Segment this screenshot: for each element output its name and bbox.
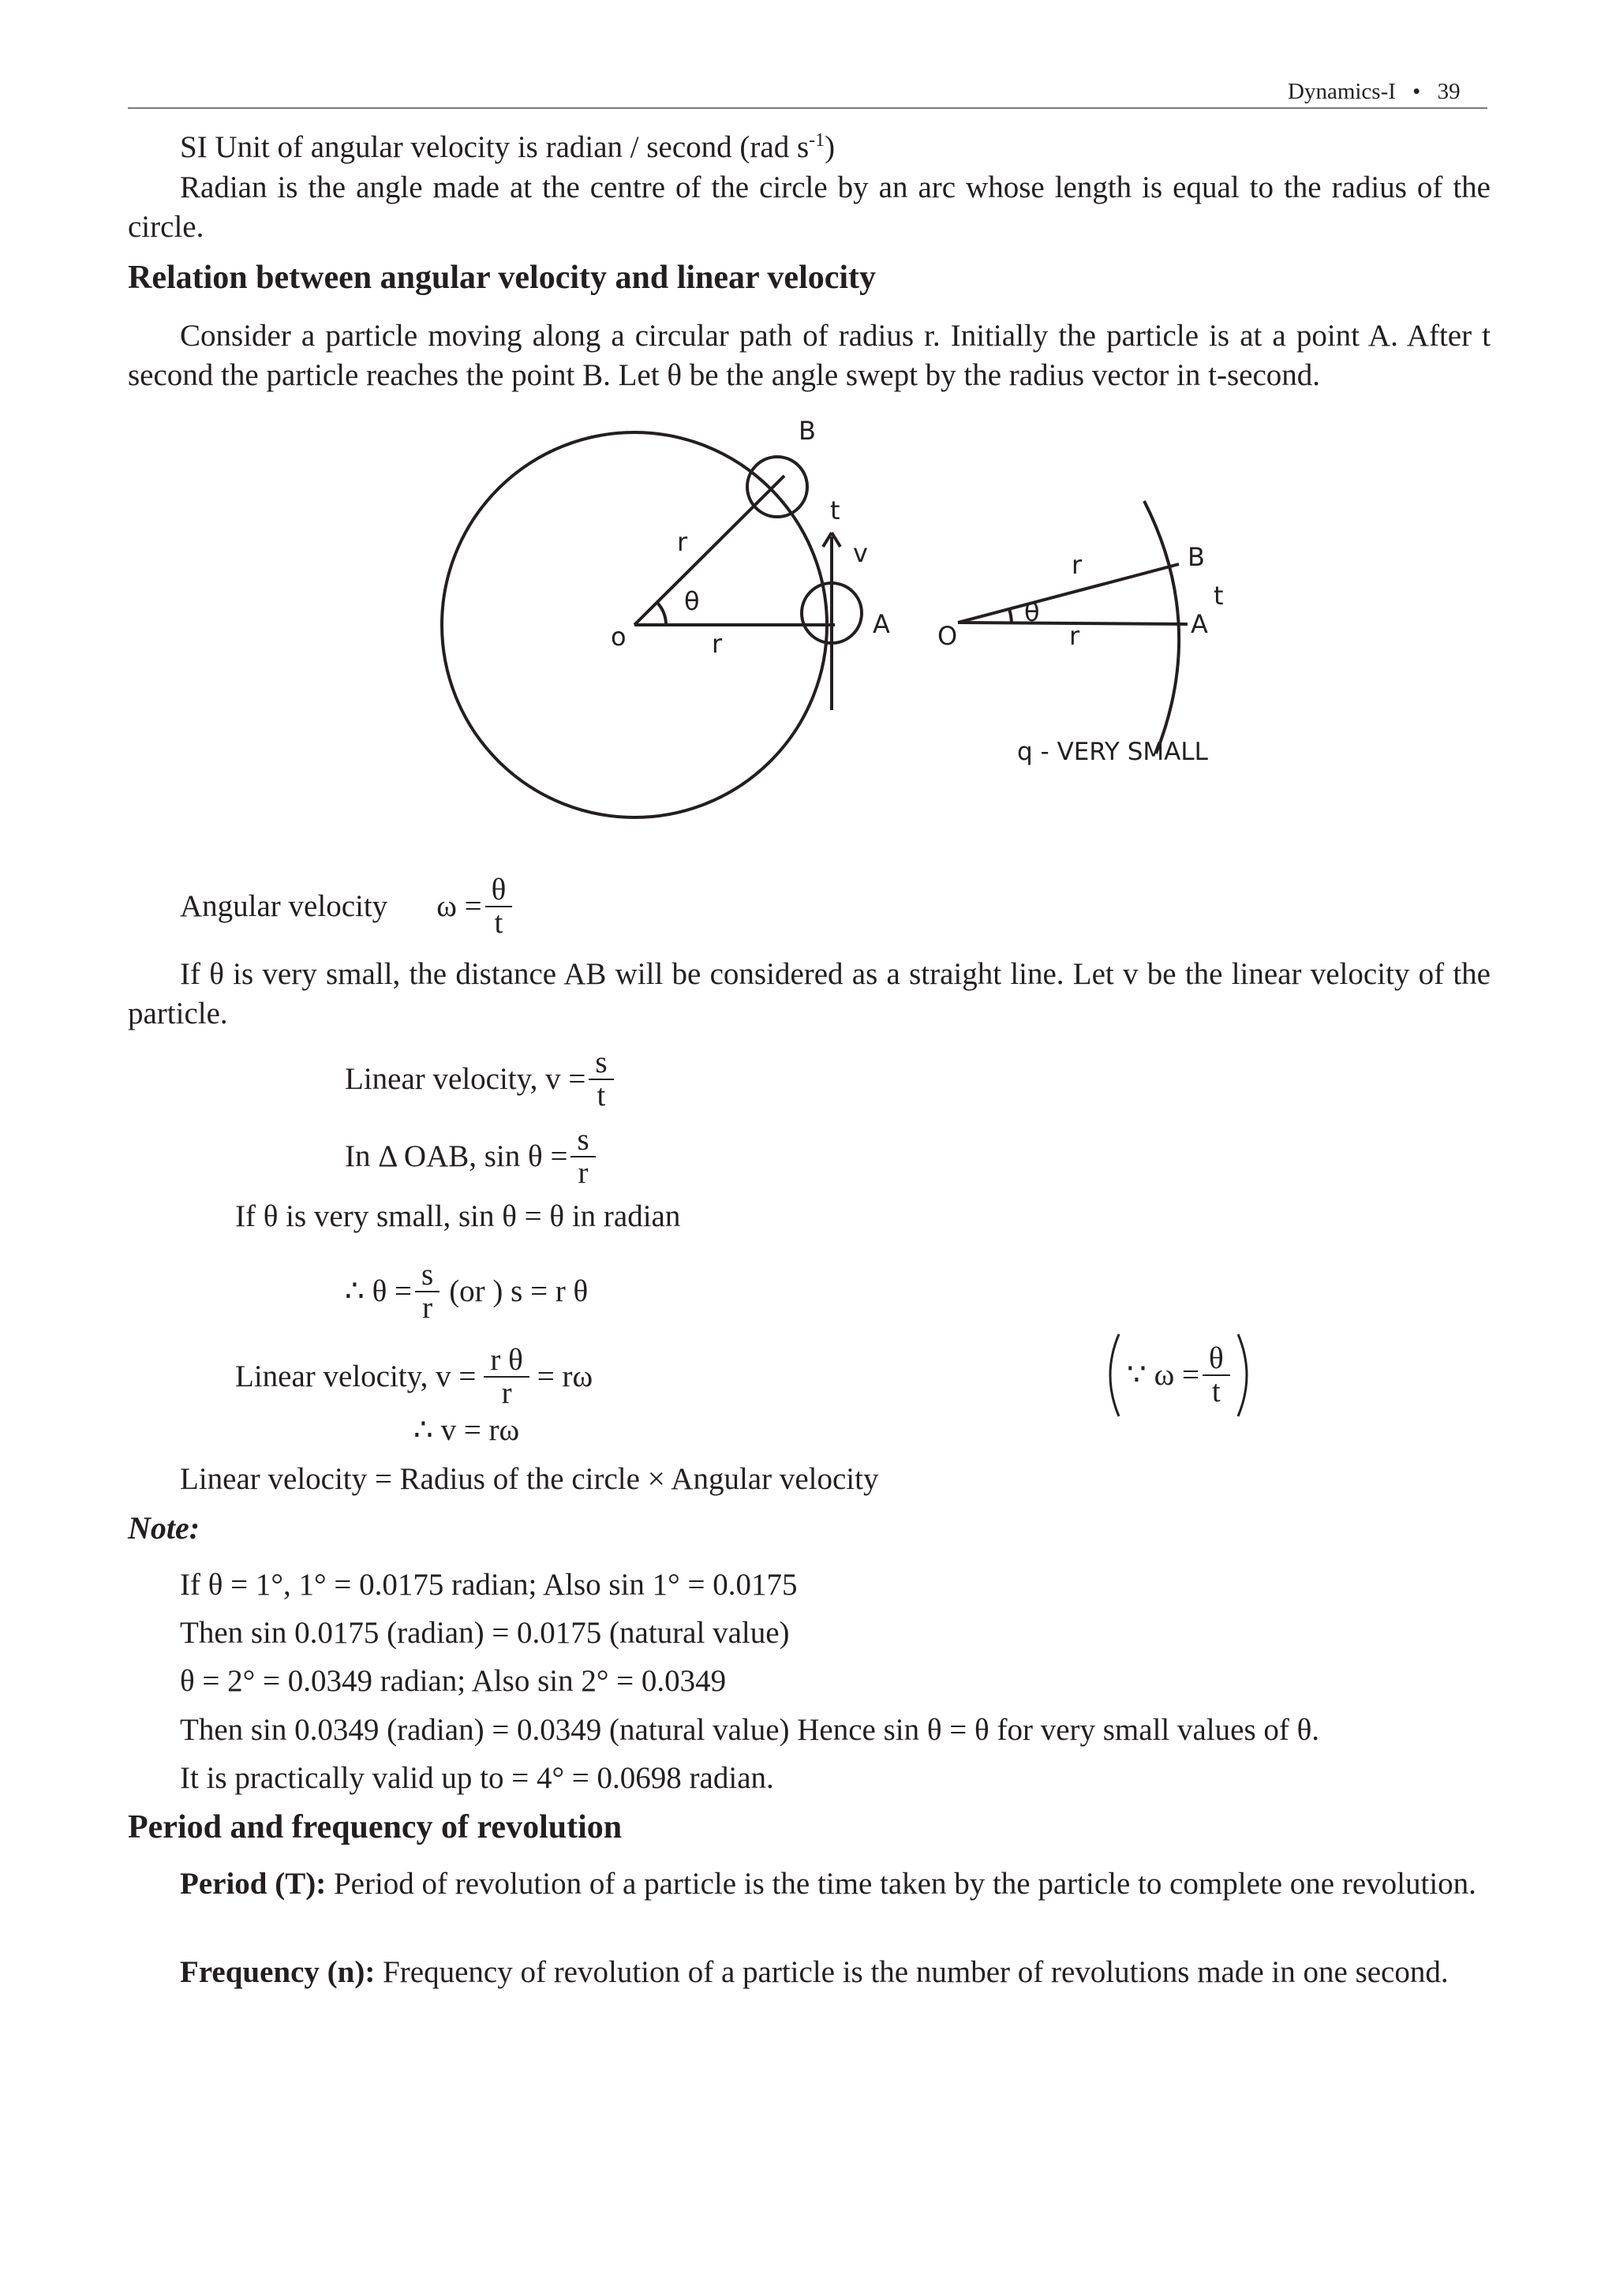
- r-theta-over-r-fraction: [484, 1344, 529, 1409]
- si-unit-close: ): [825, 130, 836, 164]
- theta-over-t-fraction: [485, 874, 513, 939]
- label-r-bottom-left: r: [712, 629, 723, 659]
- label-r-top-left: r: [677, 527, 688, 557]
- arc-segment: [1144, 501, 1179, 753]
- s-over-t-fraction: [589, 1047, 613, 1112]
- header-rule: [128, 107, 1487, 109]
- triangle-oab-equation: [345, 1124, 599, 1189]
- small-angle-paragraph: If θ is very small, the distance AB will be considered as a straight line. Let v be the linear velocity of the particle.: [128, 957, 1491, 1030]
- fraction-denominator: r: [422, 1291, 433, 1325]
- label-r-top-right: r: [1072, 550, 1083, 580]
- omega-lhs: ω =: [436, 889, 482, 923]
- page-number: 39: [1437, 79, 1461, 104]
- note-line: Then sin 0.0349 (radian) = 0.0349 (natural value) Hence sin θ = θ for very small values of θ.: [180, 1713, 1320, 1747]
- label-b-right: B: [1188, 542, 1205, 572]
- figure-caption: q - VERY SMALL: [1017, 738, 1208, 766]
- linear-velocity-rhs: = rω: [537, 1359, 593, 1393]
- theta-equation: [345, 1259, 588, 1324]
- period-text: Period of revolution of a particle is the time taken by the particle to complete one revolution.: [326, 1867, 1476, 1901]
- frequency-definition: [128, 1953, 1491, 1992]
- fraction-numerator: s: [415, 1259, 440, 1292]
- v-equals-r-omega: ∴ v = rω: [413, 1413, 520, 1447]
- linear-velocity-lhs: Linear velocity, v =: [345, 1062, 586, 1096]
- linear-velocity-summary: Linear velocity = Radius of the circle × Angular velocity: [180, 1462, 879, 1496]
- si-unit-text: SI Unit of angular velocity is radian / second (rad s: [180, 130, 810, 164]
- angular-velocity-label: Angular velocity: [180, 889, 388, 923]
- angle-arc-right: [1009, 609, 1012, 623]
- section-heading-period: Period and frequency of revolution: [128, 1809, 623, 1845]
- frequency-text: Frequency of revolution of a particle is the number of revolutions made in one second.: [375, 1955, 1449, 1989]
- label-a-left: A: [873, 609, 890, 639]
- fraction-denominator: t: [1211, 1374, 1221, 1408]
- frequency-term: Frequency (n):: [180, 1955, 376, 1989]
- circular-motion-figure: [426, 418, 1262, 852]
- left-diagram: [442, 432, 862, 817]
- fraction-denominator: t: [494, 906, 503, 940]
- fraction-numerator: r θ: [484, 1344, 529, 1378]
- right-paren: [1235, 1331, 1252, 1419]
- radian-definition: Radian is the angle made at the centre of the circle by an arc whose length is equal to the radius of the circle.: [128, 170, 1491, 244]
- consider-paragraph: Consider a particle moving along a circular path of radius r. Initially the particle is at a point A. After t second the particle reaches the point B. Let θ be the angle swept by the radius vector in t-second.: [128, 319, 1491, 392]
- fraction-denominator: r: [578, 1156, 589, 1190]
- fraction-denominator: r: [501, 1376, 512, 1410]
- label-theta-right: θ: [1024, 597, 1040, 627]
- header-bullet: •: [1412, 79, 1421, 104]
- note-line: It is practically valid up to = 4° = 0.0698 radian.: [180, 1761, 774, 1795]
- small-angle-approximation: If θ is very small, sin θ = θ in radian: [235, 1199, 681, 1233]
- radius-ob: [958, 564, 1179, 623]
- since-omega-note: [1105, 1331, 1252, 1419]
- note-label: Note:: [128, 1510, 200, 1546]
- left-paren: [1105, 1331, 1122, 1419]
- label-r-bottom-right: r: [1069, 621, 1080, 651]
- fraction-numerator: θ: [1203, 1343, 1230, 1376]
- theta-rhs: (or ) s = r θ: [449, 1274, 589, 1308]
- note-line: θ = 2° = 0.0349 radian; Also sin 2° = 0.0349: [180, 1664, 727, 1698]
- label-theta-left: θ: [684, 586, 700, 616]
- since-omega-lhs: ∵ ω =: [1127, 1358, 1199, 1392]
- particle-at-b: [747, 457, 807, 517]
- period-definition: [128, 1864, 1491, 1904]
- label-o-left: o: [611, 622, 627, 652]
- label-v: v: [853, 538, 868, 568]
- theta-over-t-fraction: [1203, 1343, 1230, 1408]
- period-term: Period (T):: [180, 1867, 327, 1901]
- running-header: [1288, 79, 1461, 105]
- chapter-title: Dynamics-I: [1288, 79, 1396, 104]
- angular-velocity-equation: [180, 874, 515, 939]
- si-unit-superscript: -1: [809, 130, 825, 151]
- fraction-numerator: θ: [485, 874, 513, 907]
- linear-velocity-derivation: [235, 1344, 593, 1409]
- angle-arc: [656, 602, 666, 625]
- linear-velocity-equation: [345, 1047, 617, 1112]
- s-over-r-fraction: [415, 1259, 440, 1324]
- section-heading-relation: Relation between angular velocity and linear velocity: [128, 260, 877, 296]
- triangle-oab-lhs: In Δ OAB, sin θ =: [345, 1139, 568, 1173]
- label-t-right: t: [1214, 581, 1224, 611]
- label-a-right: A: [1191, 609, 1208, 639]
- fraction-numerator: s: [589, 1047, 613, 1080]
- label-t-left: t: [830, 495, 840, 525]
- note-line: Then sin 0.0175 (radian) = 0.0175 (natural value): [180, 1616, 790, 1650]
- fraction-denominator: t: [597, 1079, 606, 1112]
- note-line: If θ = 1°, 1° = 0.0175 radian; Also sin 1° = 0.0175: [180, 1568, 798, 1602]
- label-b-left: B: [799, 418, 816, 446]
- s-over-r-fraction: [570, 1124, 595, 1189]
- si-unit-paragraph: [180, 121, 835, 167]
- theta-lhs: ∴ θ =: [345, 1274, 412, 1308]
- label-o-right: O: [937, 621, 958, 651]
- fraction-numerator: s: [570, 1124, 595, 1157]
- linear-velocity-lhs: Linear velocity, v =: [235, 1359, 477, 1393]
